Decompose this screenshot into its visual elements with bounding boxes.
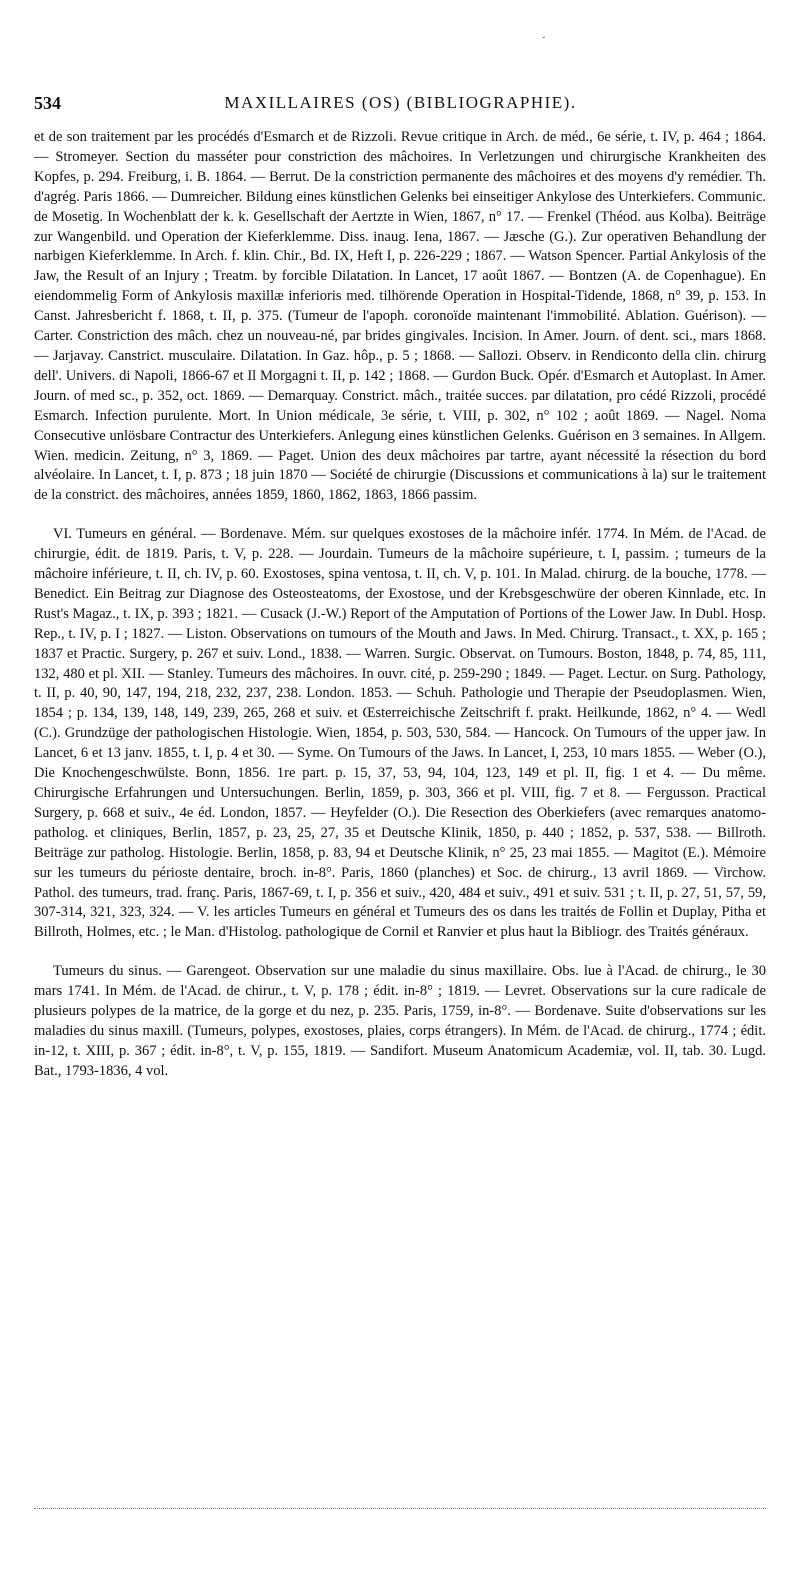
bottom-dotted-rule xyxy=(34,1508,766,1509)
paragraph-tumeurs-sinus: Tumeurs du sinus. — Garengeot. Observation sur une maladie du sinus maxillaire. Obs. lue à l'Acad. de chirurg., le 30 mars 1741. In Mém. de l'Acad. de chirur., t. V, p. 178 ; édit. in-8° ; 1819. — Levret. Observations sur la cure radicale de plusieurs polypes de la matrice, de la gorge et du nez, p. 235. Paris, 1759, in-8°. — Bordenave. Suite d'observations sur les maladies du sinus maxill. (Tumeurs, polypes, exostoses, plaies, corps étrangers). In Mém. de l'Acad. de chirurg., 1774 ; édit. in-12, t. XIII, p. 367 ; édit. in-8°, t. V, p. 155, 1819. — Sandifort. Museum Anatomicum Academiæ, vol. II, tab. 30. Lugd. Bat., 1793-1836, 4 vol. xyxy=(34,963,766,1079)
paragraph-tumeurs-general: VI. Tumeurs en général. — Bordenave. Mém. sur quelques exostoses de la mâchoire infér. 1774. In Mém. de l'Acad. de chirurgie, édit. de 1819. Paris, t. V, p. 228. — Jourdain. Tumeurs de la mâchoire supérieure, t. I, passim. ; tumeurs de la mâchoire inférieure, t. II, ch. IV, p. 60. Exostoses, spina ventosa, t. II, ch. V, p. 101. In Malad. chirurg. de la bouche, 1778. — Benedict. Ein Beitrag zur Diagnose des Osteosteatoms, der Exostose, und der Krebsgeschwüre der oberen Kinnlade, etc. In Rust's Magaz., t. IX, p. 393 ; 1821. — Cusack (J.-W.) Report of the Amputation of Portions of the Lower Jaw. In Dubl. Hosp. Rep., t. IV, p. I ; 1827. — Liston. Observations on tumours of the Mouth and Jaws. In Med. Chirurg. Transact., t. XX, p. 165 ; 1837 et Practic. Surgery, p. 267 et suiv. Lond., 1838. — Warren. Surgic. Observat. on Tumours. Boston, 1848, p. 74, 85, 111, 132, 480 et pl. XII. — Stanley. Tumeurs des mâchoires. In ouvr. cité, p. 259-290 ; 1849. — Paget. Lectur. on Surg. Pathology, t. II, p. 40, 90, 147, 194, 218, 232, 237, 238. London. 1853. — Schuh. Pathologie und Therapie der Pseudoplasmen. Wien, 1854 ; p. 134, 139, 148, 149, 239, 265, 268 et suiv. et Œsterreichische Zeitschrift f. prakt. Heilkunde, 1862, n° 4. — Wedl (C.). Grundzüge der pathologischen Histologie. Wien, 1854, p. 503, 530, 584. — Hancock. On Tumours of the upper jaw. In Lancet, 6 et 13 janv. 1855, t. I, p. 4 et 30. — Syme. On Tumours of the Jaws. In Lancet, I, 253, 10 mars 1855. — Weber (O.), Die Knochengeschwülste. Bonn, 1856. 1re part. p. 15, 37, 53, 94, 104, 123, 149 et pl. II, fig. 1 et 4. — Du même. Chirurgische Erfahrungen und Untersuchungen. Berlin, 1859, p. 303, 366 et pl. VIII, fig. 7 et 8. — Fergusson. Practical Surgery, p. 668 et suiv., 4e éd. London, 1857. — Heyfelder (O.). Die Resection des Oberkiefers (avec remarques anatomo-patholog. et cliniques, Berlin, 1857, p. 23, 25, 27, 35 et Deutsche Klinik, 1850, p. 440 ; 1852, p. 537, 538. — Billroth. Beiträge zur patholog. Histologie. Berlin, 1858, p. 83, 94 et Deutsche Klinik, n° 25, 23 mai 1855. — Magitot (E.). Mémoire sur les tumeurs du périoste dentaire, broch. in-8°. Paris, 1860 (planches) et Soc. de chirurg., 13 avril 1869. — Virchow. Pathol. des tumeurs, trad. franç. Paris, 1867-69, t. I, p. 356 et suiv., 420, 484 et suiv., 491 et suiv. 531 ; t. II, p. 27, 51, 57, 59, 307-314, 321, 323, 324. — V. les articles Tumeurs en général et Tumeurs des os dans les traités de Follin et Duplay, Pitha et Billroth, Holmes, etc. ; le Man. d'Histolog. pathologique de Cornil et Ranvier et plus haut la Bibliogr. des Traités généraux. xyxy=(34,526,766,941)
top-mark: ˇ xyxy=(542,36,546,47)
bibliography-text xyxy=(34,128,766,1082)
paragraph-continued-constriction: et de son traitement par les procédés d'Esmarch et de Rizzoli. Revue critique in Arch. de méd., 6e série, t. IV, p. 464 ; 1864. — Stromeyer. Section du masséter pour constriction des mâchoires. In Verletzungen und chirurgische Krankheiten des Kopfes, p. 294. Freiburg, i. B. 1864. — Berrut. De la constriction permanente des mâchoires et des moyens d'y remédier. Th. d'agrég. Paris 1866. — Dumreicher. Bildung eines künstlichen Gelenks bei einseitiger Ankylose des Unterkiefers. Communic. de Mosetig. In Wochenblatt der k. k. Gesellschaft der Aertzte in Wien, 1867, n° 17. — Frenkel (Théod. aus Kolba). Beiträge zur Wangenbild. und Operation der Kieferklemme. Diss. inaug. Iena, 1867. — Jæsche (G.). Zur operativen Behandlung der narbigen Kieferklemme. In Arch. f. klin. Chir., Bd. IX, Heft I, p. 226-229 ; 1867. — Watson Spencer. Partial Ankylosis of the Jaw, the Result of an Injury ; Treatm. by forcible Dilatation. In Lancet, 17 août 1867. — Bontzen (A. de Copenhague). En eiendommelig Form of Ankylosis maxillæ inferioris med. tilhörende Operation in Hospital-Tidende, 1868, n° 39, p. 153. In Canst. Jahresbericht f. 1868, t. II, p. 375. (Tumeur de l'apoph. coronoïde maintenant l'immobilité. Ablation. Guérison). — Carter. Constriction des mâch. chez un nouveau-né, par brides gingivales. Incision. In Amer. Journ. of dent. sci., mars 1868. — Jarjavay. Canstrict. musculaire. Dilatation. In Gaz. hôp., p. 5 ; 1868. — Sallozi. Observ. in Rendiconto della clin. chirurg dell'. Univers. di Napoli, 1866-67 et Il Morgagni t. II, p. 142 ; 1868. — Gurdon Buck. Opér. d'Esmarch et Autoplast. In Amer. Journ. of med sc., p. 352, oct. 1869. — Demarquay. Constrict. mâch., traitée succes. par dilatation, pro cédé Rizzoli, procédé Esmarch. Infection purulente. Mort. In Union médicale, 3e série, t. VIII, p. 302, n° 102 ; août 1869. — Nagel. Noma Consecutive unlösbare Contractur des Unterkiefers. Anlegung eines künstlichen Gelenks. Guérison en 3 semaines. In Allgem. Wien. medicin. Zeitung, n° 3, 1869. — Paget. Union des deux mâchoires par tartre, ayant nécessité la résection du bord alvéolaire. In Lancet, t. I, p. 873 ; 18 juin 1870 — Société de chirurgie (Discussions et communications à la) sur le traitement de la constrict. des mâchoires, années 1859, 1860, 1862, 1863, 1866 passim. xyxy=(34,129,766,504)
page-header xyxy=(34,93,767,121)
running-head: MAXILLAIRES (OS) (BIBLIOGRAPHIE). xyxy=(224,93,577,112)
page-number: 534 xyxy=(34,93,61,113)
